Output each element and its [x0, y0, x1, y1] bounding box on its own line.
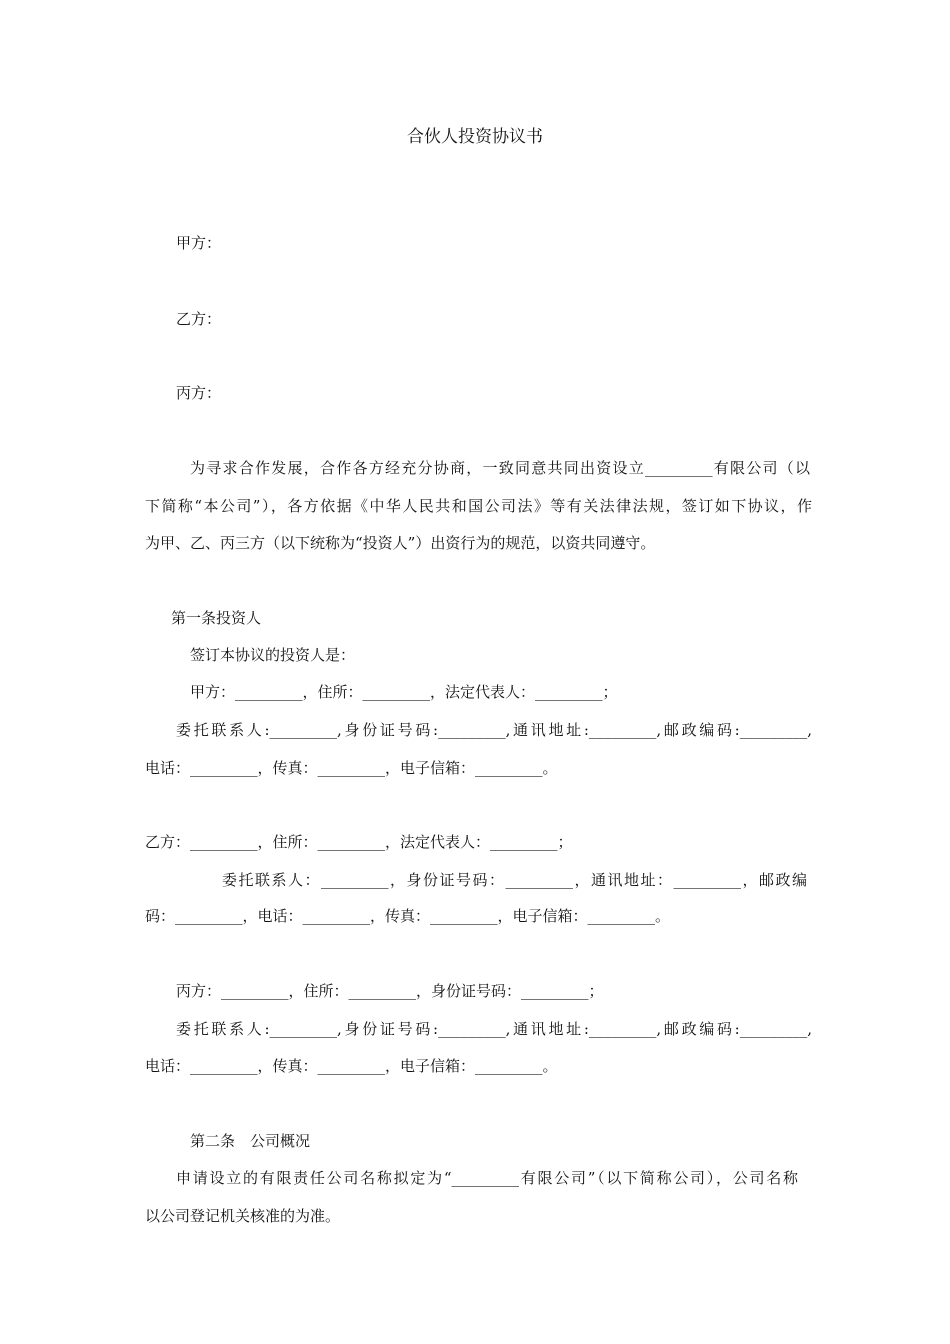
article2-line-2: 以公司登记机关核准的为准。 — [145, 1207, 341, 1225]
article1-heading: 第一条投资人 — [171, 609, 262, 627]
document-title: 合伙人投资协议书 — [407, 127, 543, 147]
party-b-label: 乙方： — [176, 310, 222, 328]
party-b-line-1: 乙方：_________，住所：_________，法定代表人：_________； — [145, 833, 573, 851]
party-a-line-1: 甲方：_________，住所：_________，法定代表人：_________； — [190, 683, 618, 701]
preamble-line-2: 下简称“本公司”），各方依据《中华人民共和国公司法》等有关法律法规，签订如下协议，作 — [145, 497, 812, 515]
party-c-line-3: 电话：_________，传真：_________，电子信箱：_________。 — [145, 1057, 558, 1075]
article2-heading: 第二条 公司概况 — [190, 1132, 311, 1150]
preamble-line-1: 为寻求合作发展，合作各方经充分协商，一致同意共同出资设立_________有限公司（以 — [190, 459, 810, 477]
party-c-label: 丙方： — [176, 384, 222, 402]
party-a-label: 甲方： — [176, 234, 222, 252]
party-a-line-3: 电话：_________，传真：_________，电子信箱：_________。 — [145, 759, 558, 777]
party-c-line-2: 委托联系人:_________,身份证号码:_________,通讯地址:_________,邮政编码:_________, — [176, 1020, 812, 1038]
article1-intro: 签订本协议的投资人是： — [190, 646, 356, 664]
party-c-line-1: 丙方：_________，住所：_________，身份证号码：_________； — [176, 982, 604, 1000]
article2-line-1: 申请设立的有限责任公司名称拟定为“_________有限公司”（以下简称公司），公司名称 — [176, 1169, 798, 1187]
party-b-line-3: 码：_________，电话：_________，传真：_________，电子信箱：_________。 — [145, 907, 671, 925]
preamble-line-3: 为甲、乙、丙三方（以下统称为“投资人”）出资行为的规范，以资共同遵守。 — [145, 534, 656, 552]
party-a-line-2: 委托联系人:_________,身份证号码:_________,通讯地址:_________,邮政编码:_________, — [176, 721, 812, 739]
party-b-line-2: 委托联系人：_________，身份证号码：_________，通讯地址：_________，邮政编 — [222, 871, 807, 889]
